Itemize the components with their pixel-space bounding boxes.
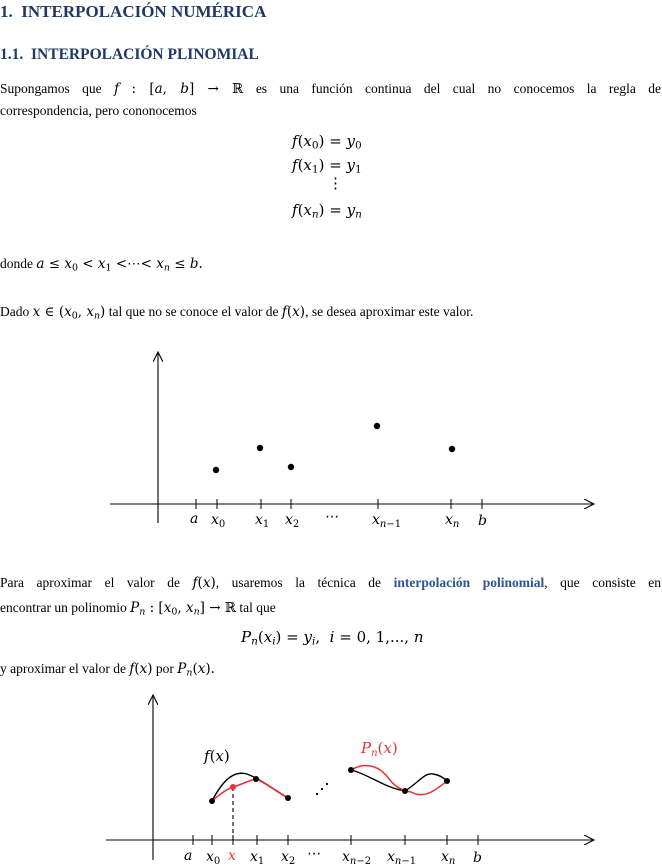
paragraph-technique-text-d: encontrar un polinomio bbox=[0, 600, 127, 615]
label-x2: $x_2$ bbox=[285, 512, 300, 530]
label-x1: $x_1$ bbox=[255, 512, 270, 530]
node-point-2 bbox=[285, 795, 291, 801]
equation-f-xn: $f(x_n) = y_n$ bbox=[292, 201, 362, 221]
paragraph-technique-text-e: tal que bbox=[239, 600, 276, 615]
label-a: a bbox=[184, 848, 193, 864]
paragraph-donde-text: donde bbox=[0, 256, 33, 271]
node-point-1 bbox=[253, 776, 259, 782]
label-xn: $x_n$ bbox=[441, 849, 456, 865]
label-fx: f(x) bbox=[204, 747, 230, 765]
label-xn: $x_n$ bbox=[445, 512, 460, 530]
paragraph-dado-text-b: tal que no se conoce el valor de bbox=[108, 304, 279, 319]
label-dots: ⋯ bbox=[324, 509, 338, 525]
heading-1-title: INTERPOLACIÓN NUMÉRICA bbox=[21, 2, 267, 21]
label-x1: $x_1$ bbox=[250, 849, 265, 865]
heading-2-number: 1.1. bbox=[0, 46, 24, 63]
equation-f-x0: $f(x_0) = y_0$ bbox=[292, 132, 362, 152]
paragraph-dado: Dado x ∈ ($x_0$, $x_n$) tal que no se conoce el valor de f(x), se desea aproximar este valor. bbox=[0, 304, 474, 322]
node-point-n-1 bbox=[402, 788, 408, 794]
heading-2 bbox=[0, 46, 259, 64]
paragraph-intro-text-a: Supongamos que bbox=[0, 81, 102, 96]
paragraph-technique-text-c: , que consiste en bbox=[544, 575, 662, 590]
ordering-expr: a bbox=[36, 256, 45, 272]
heading-1 bbox=[0, 2, 266, 22]
label-xn-1: $x_n-1$ bbox=[372, 512, 402, 530]
data-point-n-1 bbox=[374, 423, 380, 429]
paragraph-intro-text-b: es una función continua del cual no conocemos la regla de bbox=[255, 81, 661, 96]
paragraph-technique-line-2: encontrar un polinomio $P_n$ : [$x_0$, $x_n$] → ℝ tal que bbox=[0, 600, 276, 618]
paragraph-donde: donde $a \le x_0 < x_1$ <⋯< $x_n \le b$. bbox=[0, 256, 203, 274]
paragraph-dado-text-c: , se desea aproximar este valor. bbox=[305, 304, 474, 319]
label-dots: ⋯ bbox=[306, 846, 320, 862]
approx-point-x bbox=[230, 784, 236, 790]
paragraph-technique-text-b: , usaremos la técnica de bbox=[215, 575, 382, 590]
equation-interpolation-condition: $P_n(x_i) = y_i$, i = 0, 1,..., n bbox=[241, 628, 424, 648]
figure-data-points bbox=[0, 340, 662, 540]
figure-1-axis-labels bbox=[190, 509, 487, 530]
label-x0: $x_0$ bbox=[211, 512, 226, 530]
paragraph-intro-line-1: Supongamos que f : [a, b] → ℝ es una función continua del cual no conocemos la regla de bbox=[0, 81, 661, 97]
node-point-n bbox=[444, 778, 450, 784]
label-b: b bbox=[478, 513, 487, 529]
paragraph-approx-text-b: por bbox=[155, 661, 174, 676]
vertical-ellipsis: ⋮ bbox=[328, 174, 343, 192]
heading-1-number: 1. bbox=[0, 2, 13, 21]
label-pnx: $P_n(x)$ bbox=[361, 739, 398, 759]
diagonal-ellipsis bbox=[316, 783, 328, 795]
paragraph-intro-line-2 bbox=[0, 101, 197, 121]
data-point-n bbox=[449, 446, 455, 452]
label-xn-1: $x_n-1$ bbox=[387, 849, 417, 865]
label-x0: $x_0$ bbox=[206, 849, 221, 865]
paragraph-technique-text-a: Para aproximar el valor de bbox=[0, 575, 180, 590]
paragraph-technique-line-1: Para aproximar el valor de f(x), usaremos la técnica de interpolación polinomial, que consiste en bbox=[0, 575, 662, 591]
label-xn-2: $x_n-2$ bbox=[342, 849, 372, 865]
node-point-0 bbox=[209, 798, 215, 804]
function-domain-expr: f bbox=[114, 81, 120, 97]
label-b: b bbox=[473, 850, 482, 865]
data-point-2 bbox=[288, 464, 294, 470]
node-point-n-2 bbox=[348, 767, 354, 773]
paragraph-approx-text-a: y aproximar el valor de bbox=[0, 661, 126, 676]
label-x: x bbox=[228, 848, 236, 864]
data-point-0 bbox=[213, 467, 219, 473]
label-x2: $x_2$ bbox=[281, 849, 296, 865]
paragraph-intro-text-c: correspondencia, pero cononocemos bbox=[0, 103, 197, 118]
highlight-interpolacion-polinomial: interpolación polinomial bbox=[393, 575, 545, 590]
paragraph-approx: y aproximar el valor de f(x) por $P_n(x)$. bbox=[0, 661, 215, 679]
function-curve-left bbox=[212, 773, 288, 801]
label-a: a bbox=[190, 511, 199, 527]
figure-interpolation bbox=[0, 688, 662, 865]
paragraph-dado-text-a: Dado bbox=[0, 304, 30, 319]
equation-f-x1: $f(x_1) = y_1$ bbox=[292, 156, 362, 176]
figure-2-axis-labels bbox=[184, 846, 482, 865]
heading-2-title: INTERPOLACIÓN PLINOMIAL bbox=[31, 46, 259, 63]
data-point-1 bbox=[257, 445, 263, 451]
